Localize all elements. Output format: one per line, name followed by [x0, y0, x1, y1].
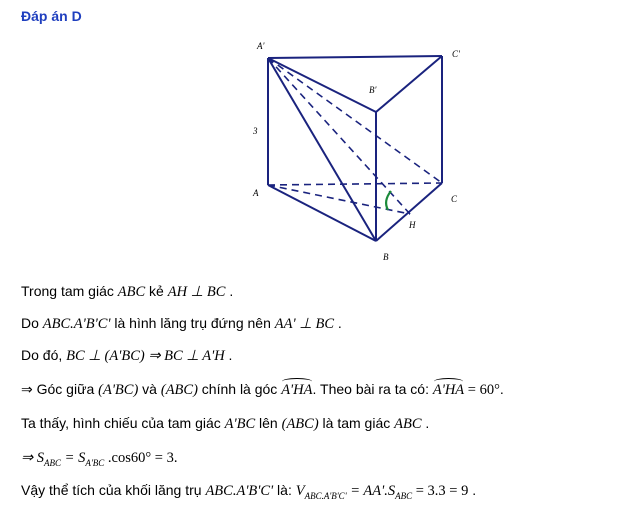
text: .: [224, 347, 233, 363]
text: chính là góc: [197, 381, 282, 397]
math: V: [295, 483, 305, 499]
text: .: [225, 283, 234, 299]
hidden-a1c: [268, 58, 442, 183]
label-b-prime: B': [369, 85, 377, 95]
label-c-prime: C': [452, 49, 460, 59]
text: . Theo bài ra ta có:: [312, 381, 433, 397]
solution-line-4: [21, 378, 504, 399]
math: (ABC): [281, 416, 319, 432]
label-a: A: [253, 188, 259, 198]
subscript: ABC: [395, 491, 413, 501]
text: là tam giác: [318, 415, 395, 431]
text: .: [499, 381, 504, 397]
solution-line-7: [21, 482, 476, 501]
math: = AA'.S: [346, 483, 396, 499]
solution-line-3: [21, 347, 232, 365]
answer-label: Đáp án D: [21, 8, 82, 24]
text: Vậy thể tích của khối lăng trụ: [21, 482, 206, 498]
math: = S: [61, 450, 86, 466]
math: AH ⊥ BC: [167, 284, 226, 300]
solution-line-2: [21, 315, 342, 333]
text: Do: [21, 315, 43, 331]
text: .: [421, 415, 430, 431]
edge-a1c1: [268, 56, 442, 58]
label-c: C: [451, 194, 458, 204]
text: Ta thấy, hình chiếu của tam giác: [21, 415, 225, 431]
solution-line-1: [21, 283, 233, 301]
text: kẻ: [145, 283, 168, 299]
math: .cos60° = 3.: [104, 450, 178, 466]
math: ⇒ S: [21, 450, 45, 466]
angle-math: A'HA: [433, 378, 464, 399]
math: = 60°: [464, 382, 500, 398]
angle-math: A'HA: [281, 378, 312, 399]
prism-diagram: [245, 36, 475, 266]
math: = 3.3 = 9: [412, 483, 469, 499]
math: AA' ⊥ BC: [274, 316, 335, 332]
subscript: ABC.A'B'C': [304, 491, 347, 501]
subscript: A'BC: [85, 458, 105, 468]
math: ABC: [394, 416, 422, 432]
text: Do đó,: [21, 347, 67, 363]
hidden-ac: [268, 183, 442, 185]
math: BC ⊥ (A'BC) ⇒ BC ⊥ A'H: [66, 348, 225, 364]
text: ⇒ Góc giữa: [21, 381, 99, 397]
math: ABC.A'B'C': [205, 483, 274, 499]
solution-line-5: [21, 415, 429, 433]
solution-line-6: [21, 449, 177, 468]
text: là hình lăng trụ đứng nên: [110, 315, 275, 331]
edge-b1c1: [376, 56, 442, 112]
label-h: H: [409, 220, 416, 230]
text: lên: [255, 415, 282, 431]
angle-arc-icon: [386, 191, 391, 210]
text: là:: [273, 482, 296, 498]
label-edge-length: 3: [253, 126, 258, 136]
label-b: B: [383, 252, 389, 262]
text: và: [138, 381, 161, 397]
math: ABC.A'B'C': [42, 316, 111, 332]
math: (ABC): [160, 382, 198, 398]
math: ABC: [117, 284, 146, 300]
text: .: [468, 482, 477, 498]
hidden-ah: [268, 185, 410, 214]
hidden-a1h: [268, 58, 410, 214]
label-a-prime: A': [257, 41, 265, 51]
text: .: [334, 315, 342, 331]
text: Trong tam giác: [21, 283, 118, 299]
subscript: ABC: [44, 458, 62, 468]
math: (A'BC): [98, 382, 139, 398]
prism-figure: [245, 36, 475, 266]
math: A'BC: [224, 416, 256, 432]
